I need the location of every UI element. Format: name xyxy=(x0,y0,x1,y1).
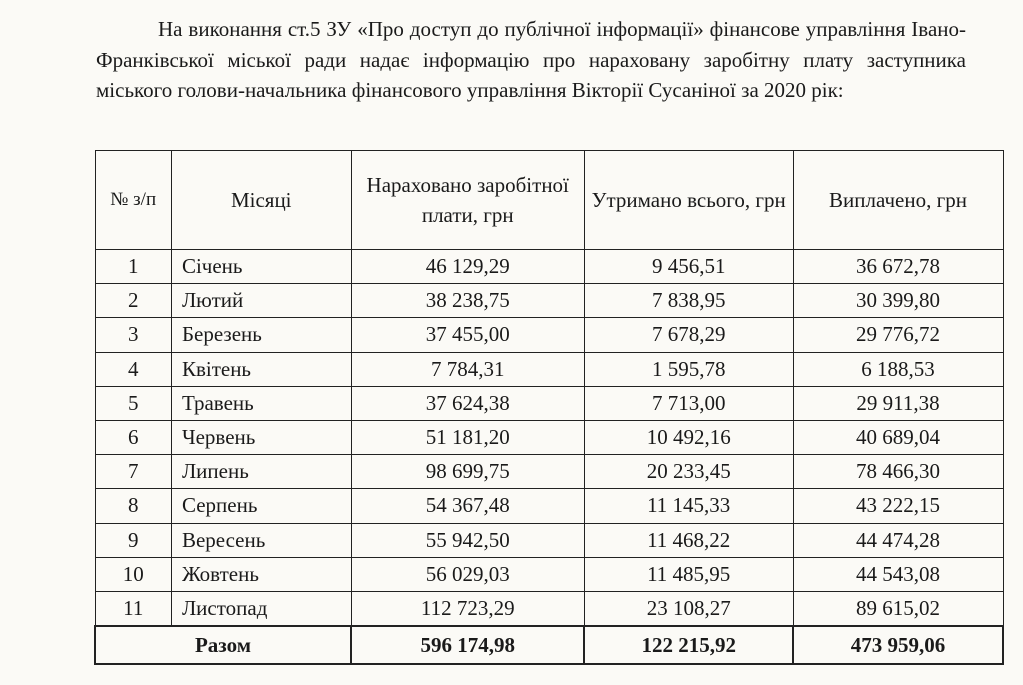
table-row xyxy=(95,489,1003,523)
row-accrued: 37 455,00 xyxy=(351,318,584,352)
table-row xyxy=(95,352,1003,386)
row-num: 11 xyxy=(95,591,171,626)
row-withheld: 11 485,95 xyxy=(584,557,793,591)
total-accrued: 596 174,98 xyxy=(351,626,584,664)
table-row xyxy=(95,455,1003,489)
table-row xyxy=(95,318,1003,352)
table-row xyxy=(95,591,1003,626)
table-total-row xyxy=(95,626,1003,664)
row-accrued: 46 129,29 xyxy=(351,250,584,284)
row-paid: 89 615,02 xyxy=(793,591,1003,626)
row-accrued: 7 784,31 xyxy=(351,352,584,386)
row-paid: 36 672,78 xyxy=(793,250,1003,284)
header-paid: Виплачено, грн xyxy=(793,151,1003,250)
row-accrued: 98 699,75 xyxy=(351,455,584,489)
row-num: 2 xyxy=(95,284,171,318)
row-paid: 6 188,53 xyxy=(793,352,1003,386)
total-label: Разом xyxy=(95,626,351,664)
table-row xyxy=(95,284,1003,318)
table-row xyxy=(95,250,1003,284)
row-paid: 44 543,08 xyxy=(793,557,1003,591)
row-accrued: 112 723,29 xyxy=(351,591,584,626)
row-accrued: 55 942,50 xyxy=(351,523,584,557)
row-month: Травень xyxy=(171,386,351,420)
row-withheld: 7 713,00 xyxy=(584,386,793,420)
row-num: 5 xyxy=(95,386,171,420)
row-withheld: 7 838,95 xyxy=(584,284,793,318)
row-paid: 44 474,28 xyxy=(793,523,1003,557)
row-num: 10 xyxy=(95,557,171,591)
row-num: 6 xyxy=(95,420,171,454)
row-paid: 78 466,30 xyxy=(793,455,1003,489)
table-row xyxy=(95,420,1003,454)
row-num: 8 xyxy=(95,489,171,523)
row-withheld: 20 233,45 xyxy=(584,455,793,489)
row-withheld: 1 595,78 xyxy=(584,352,793,386)
total-withheld: 122 215,92 xyxy=(584,626,793,664)
row-withheld: 11 468,22 xyxy=(584,523,793,557)
row-accrued: 54 367,48 xyxy=(351,489,584,523)
salary-table xyxy=(94,150,1004,665)
table-row xyxy=(95,523,1003,557)
header-accrued: Нараховано заробітної плати, грн xyxy=(351,151,584,250)
header-month: Місяці xyxy=(171,151,351,250)
row-withheld: 11 145,33 xyxy=(584,489,793,523)
row-withheld: 9 456,51 xyxy=(584,250,793,284)
row-num: 9 xyxy=(95,523,171,557)
table-row xyxy=(95,557,1003,591)
table-header-row xyxy=(95,151,1003,250)
row-paid: 29 776,72 xyxy=(793,318,1003,352)
row-accrued: 38 238,75 xyxy=(351,284,584,318)
row-month: Вересень xyxy=(171,523,351,557)
row-paid: 29 911,38 xyxy=(793,386,1003,420)
intro-text: На виконання ст.5 ЗУ «Про доступ до публічної інформації» фінансове управління Івано-Франківської міської ради надає інформацію про нараховану заробітну плату заступника міського голови-начальника фінансового управління Вікторії Сусаніної за 2020 рік: xyxy=(96,17,966,102)
row-accrued: 51 181,20 xyxy=(351,420,584,454)
row-withheld: 10 492,16 xyxy=(584,420,793,454)
row-paid: 30 399,80 xyxy=(793,284,1003,318)
row-month: Червень xyxy=(171,420,351,454)
header-num: № з/п xyxy=(95,151,171,250)
row-month: Жовтень xyxy=(171,557,351,591)
row-paid: 40 689,04 xyxy=(793,420,1003,454)
row-month: Лютий xyxy=(171,284,351,318)
row-accrued: 56 029,03 xyxy=(351,557,584,591)
total-paid: 473 959,06 xyxy=(793,626,1003,664)
row-month: Липень xyxy=(171,455,351,489)
row-paid: 43 222,15 xyxy=(793,489,1003,523)
row-num: 4 xyxy=(95,352,171,386)
row-month: Січень xyxy=(171,250,351,284)
header-withheld: Утримано всього, грн xyxy=(584,151,793,250)
row-num: 3 xyxy=(95,318,171,352)
row-month: Березень xyxy=(171,318,351,352)
table-row xyxy=(95,386,1003,420)
row-month: Серпень xyxy=(171,489,351,523)
row-accrued: 37 624,38 xyxy=(351,386,584,420)
intro-paragraph xyxy=(96,14,966,106)
row-num: 7 xyxy=(95,455,171,489)
row-withheld: 23 108,27 xyxy=(584,591,793,626)
row-month: Листопад xyxy=(171,591,351,626)
row-num: 1 xyxy=(95,250,171,284)
row-month: Квітень xyxy=(171,352,351,386)
row-withheld: 7 678,29 xyxy=(584,318,793,352)
